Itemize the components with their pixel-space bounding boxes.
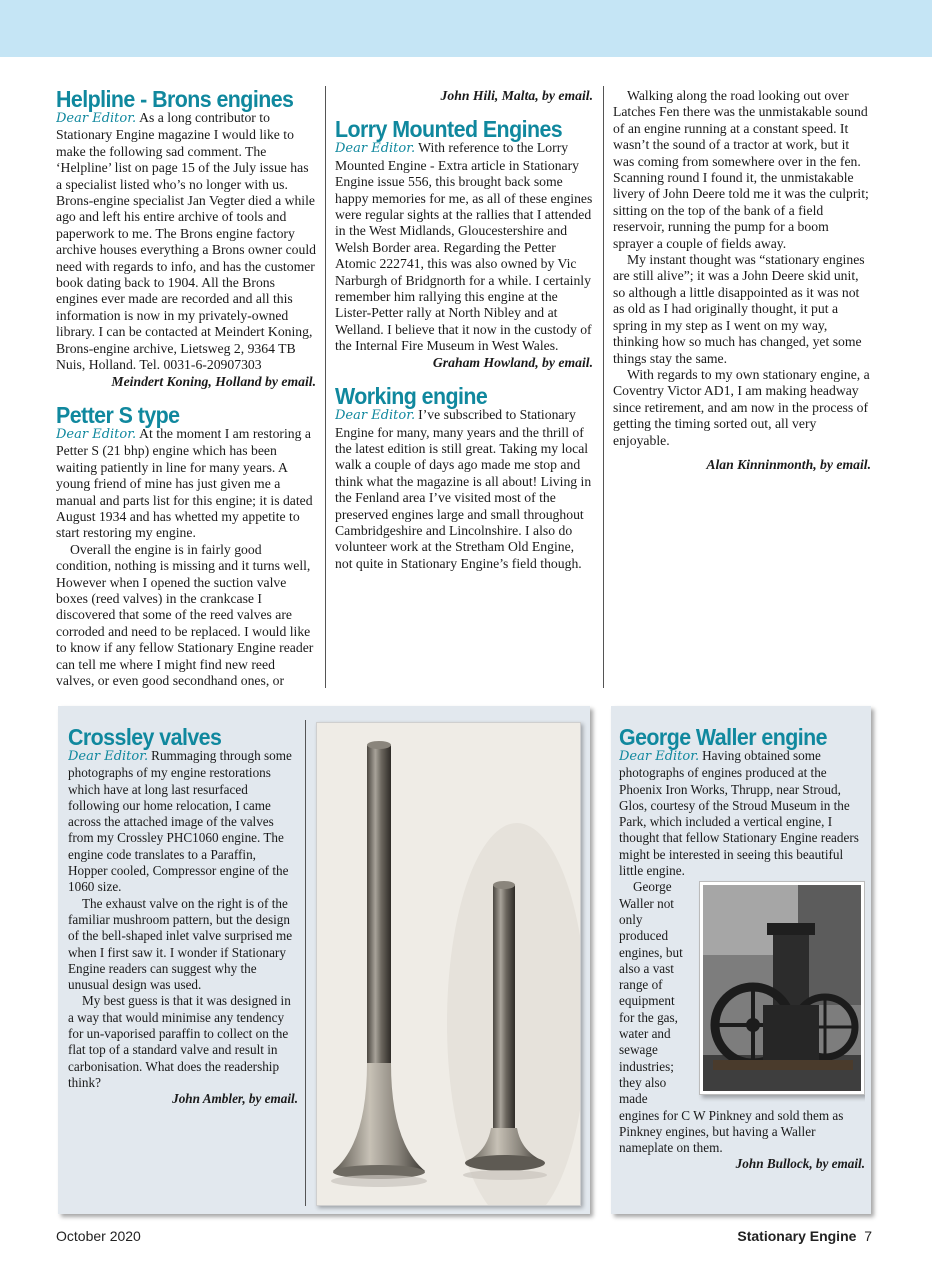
signature-crossley: John Ambler, by email. — [172, 1091, 298, 1107]
headline-waller: George Waller engine — [619, 726, 827, 750]
salutation: Dear Editor. — [619, 749, 700, 764]
letter-working-p3: My instant thought was “stationary engines are still alive”; it was a John Deere skid unit, so although a little disappointed as it was not as old as I had originally thought, it put a spring in my step as I went on my way, thinking how so much has changed, yet some things stay the same. — [613, 252, 865, 366]
waller-engine-photo — [699, 881, 865, 1095]
letter-petter-p2: Overall the engine is in fairly good condition, nothing is missing and it turns well, However when I opened the suction valve boxes (reed valves) in the crankcase I discovered that some of the reed valves are corroded and need to be replaced. I would like to know if any fellow Stationary Engine reader can tell me where I might find new reed valves, or even good secondhand ones, or — [56, 541, 314, 688]
salutation: Dear Editor. — [56, 111, 137, 126]
letter-helpline-body: Dear Editor. As a long contributor to Stationary Engine magazine I would like to make the following sad comment. The ‘Helpline’ list on page 15 of the July issue has a specialist listed who’s no longer with us. Brons-engine specialist Jan Vegter died a while ago and left his entire archive of tools and paperwork to me. The Brons engine factory archive houses everything a Brons owner could need with regards to info, and has the customer book dating back to 1904. All the Brons engines ever made are recorded and all this information is now in my privately-owned library. I can be contacted at Meindert Koning, Brons-engine archive, Lietsweg 2, 9364 TB Nuis, Holland. Tel. 0031-6-20907303 — [56, 110, 316, 373]
column-1 — [56, 88, 316, 688]
valves-photo — [316, 722, 581, 1206]
waller-letter — [619, 726, 865, 1198]
letter-waller-p1: Dear Editor. Having obtained some photographs of engines produced at the Phoenix Iron Works, Thrupp, near Stroud, Glos, courtesy of the Stroud Museum in the Park, which included a vertical engine, I thought that fellow Stationary Engine readers might be interested in seeing this beautiful little engine. — [619, 748, 859, 879]
salutation: Dear Editor. — [335, 408, 416, 424]
column-2 — [335, 88, 593, 688]
letter-working-p4: With regards to my own stationary engine, a Coventry Victor AD1, I am making headway since retirement, and am now in the process of getting the timing sorted out, all very enjoyable. — [613, 366, 870, 448]
signature-petter: John Hili, Malta, by email. — [440, 88, 593, 103]
vertical-engine-illustration — [703, 885, 861, 1091]
letter-working-p2: Walking along the road looking out over Latches Fen there was the unmistakable sound of an engine running at a constant speed. It wasn’t the sound of a tractor at work, but it was coming from somewhere over in the fen. Scanning round I found it, the unmistakable livery of John Deere told me it was the culprit; sitting on the top of the bank of a field reservoir, running the pump for a boom sprayer a couple of fields away. — [613, 88, 869, 251]
column-divider — [603, 86, 604, 688]
signature-lorry: Graham Howland, by email. — [432, 354, 593, 370]
salutation: Dear Editor. — [335, 141, 416, 157]
footer-date: October 2020 — [56, 1228, 141, 1244]
headline-helpline: Helpline - Brons engines — [56, 88, 294, 112]
headline-lorry: Lorry Mounted Engines — [335, 116, 563, 143]
crossley-letter — [68, 726, 298, 1176]
column-3 — [613, 88, 871, 688]
signature-helpline: Meindert Koning, Holland by email. — [111, 373, 316, 389]
letter-crossley-p1: Dear Editor. Rummaging through some photographs of my engine restorations which have at long last resurfaced following our home relocation, I came across the attached image of the valves from my Crossley PHC1060 engine. The engine code translates to a Paraffin, Hopper cooled, Compressor engine of the 1060 size. — [68, 748, 292, 895]
footer-magazine-name: Stationary Engine — [737, 1228, 857, 1244]
valves-illustration — [317, 723, 581, 1206]
letter-petter-p1: Dear Editor. At the moment I am restoring a Petter S (21 bhp) engine which has been waiting patiently in line for many years. A young friend of mine has just given me a manual and parts list for this engine; it is dated August 1934 and has whetted my appetite to start restoring my engine. — [56, 425, 313, 541]
letter-lorry-body: Dear Editor. With reference to the Lorry Mounted Engine - Extra article in Stationary Engine issue 556, this brought back some happy memories for me, as all of these engines were regular sights at the rallies that I attended in the West Midlands, Gloucestershire and Welsh Border area. Regarding the Petter Atomic 222741, this was also owned by Vic Narburgh of Bridgnorth for a while. I certainly remember him rallying this engine at the Lister-Petter rally at North Nibley and at Welland. I believe that it now in the custody of the Internal Fire Museum in West Wales. — [335, 140, 593, 354]
letter-crossley-p2: The exhaust valve on the right is of the familiar mushroom pattern, but the design of the bell-shaped inlet valve surprised me when I first saw it. I wonder if Stationary Engine readers can suggest why the unusual design was used. — [68, 895, 293, 993]
footer-magazine — [737, 1228, 872, 1244]
letter-crossley-p3: My best guess is that it was designed in a way that would minimise any tendency for un-vaporised paraffin to collect on the flat top of a standard valve and result in carbonisation. What does the readership think? — [68, 993, 291, 1090]
signature-waller: John Bullock, by email. — [735, 1156, 865, 1172]
letter-working-p1: Dear Editor. I’ve subscribed to Stationary Engine for many, many years and the thrill of the latest edition is still great. Taking my local walk a couple of days ago made me stop and think what the magazine is all about! Living in the Fenland area I’ve visited most of the preserved engines large and small throughout Cambridgeshire and Lincolnshire. I also do volunteer work at the Stretham Old Engine, not quite in Stationary Engine’s field though. — [335, 407, 592, 571]
footer-page-number: 7 — [864, 1228, 872, 1244]
column-divider — [325, 86, 326, 688]
top-color-band — [0, 0, 932, 57]
headline-working: Working engine — [335, 383, 488, 410]
letter-waller-p2: George Waller not only produced engines, but also a vast range of equipment for the gas, water and sewage industries; they also made engines for C W Pinkney and sold them as Pinkney engines, but having a Waller nameplate on them. — [619, 879, 844, 1156]
signature-working: Alan Kinninmonth, by email. — [706, 456, 871, 472]
headline-crossley: Crossley valves — [68, 726, 222, 750]
panel-divider — [305, 720, 306, 1206]
salutation: Dear Editor. — [68, 749, 149, 764]
headline-petter: Petter S type — [56, 401, 180, 428]
salutation: Dear Editor. — [56, 426, 137, 442]
